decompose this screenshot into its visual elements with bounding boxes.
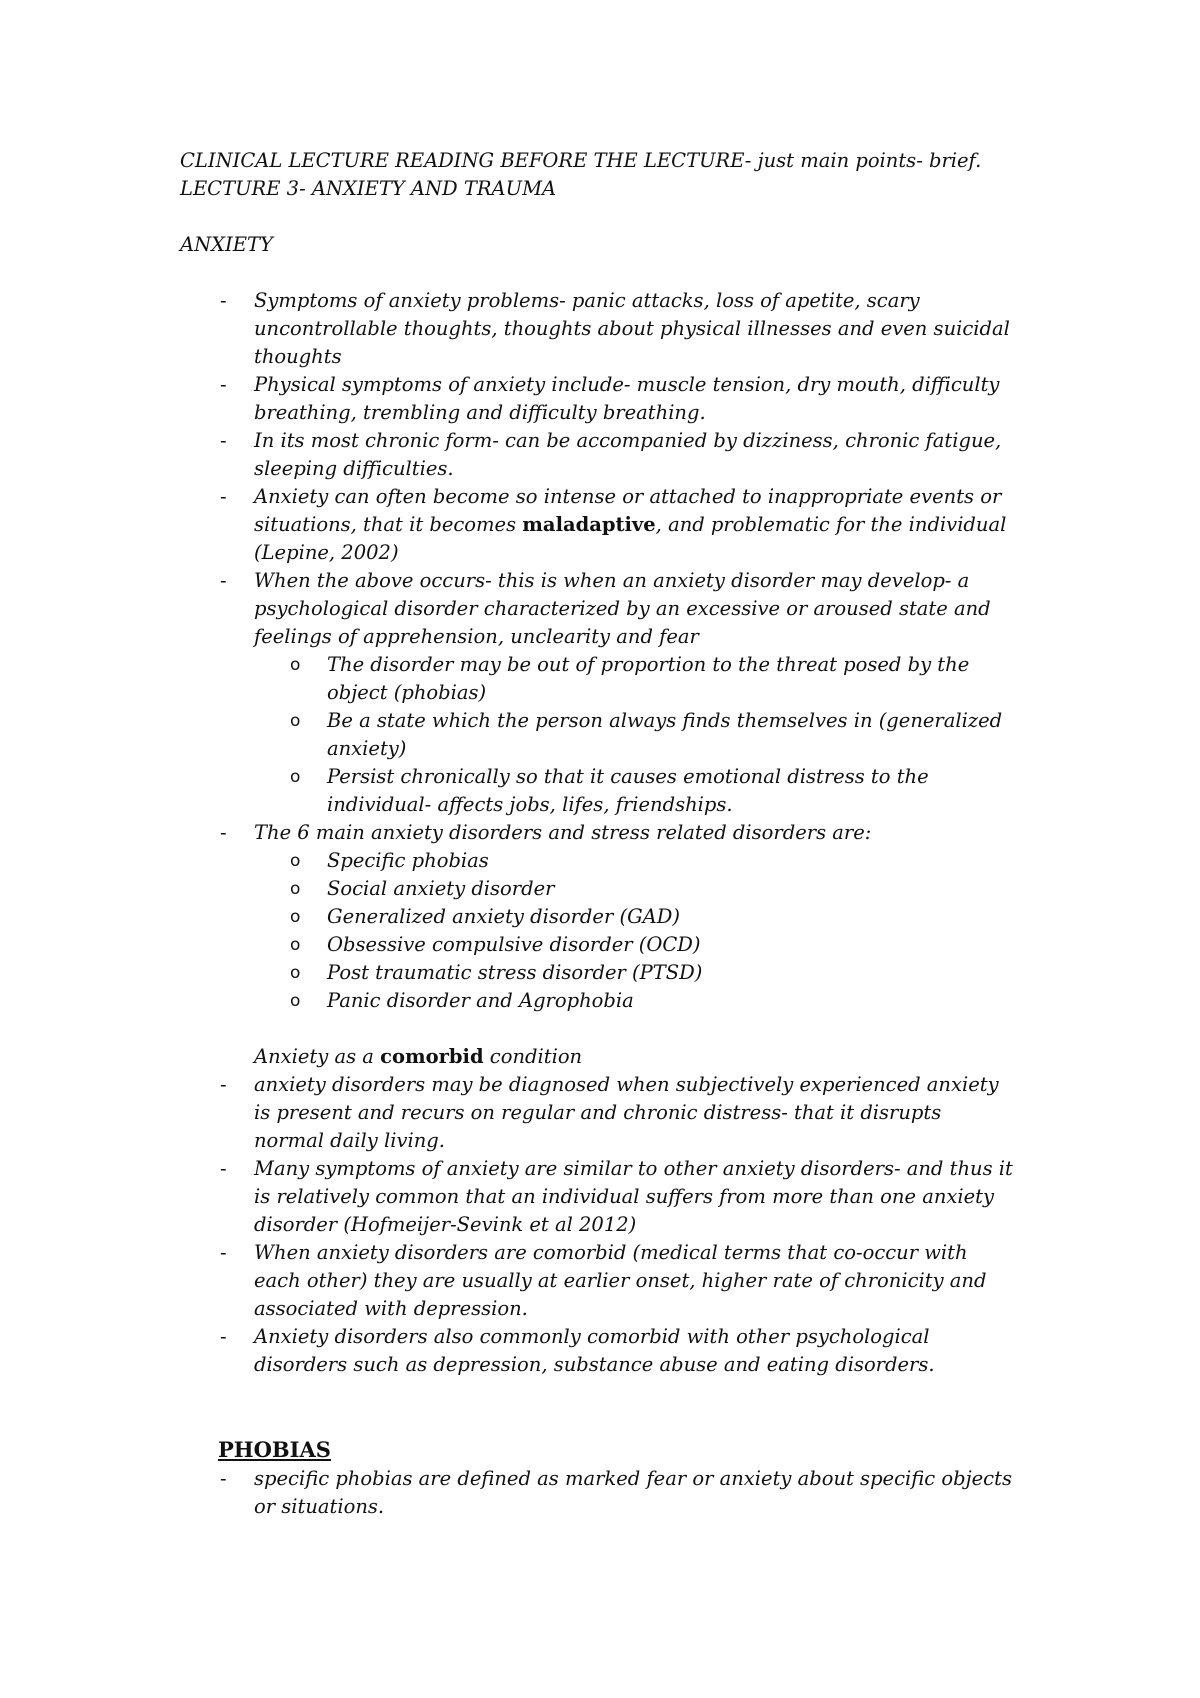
list-item-line: disorder (Hofmeijer-Sevink et al 2012) — [254, 1213, 637, 1236]
sub-list-item — [254, 931, 1050, 959]
text-run: , and problematic for the individual — [655, 513, 1007, 536]
dash-marker: - — [220, 1325, 227, 1348]
sub-list-item — [254, 875, 1050, 903]
list-item-line: normal daily living. — [254, 1129, 445, 1152]
list-item-line: When anxiety disorders are comorbid (medical terms that co-occur with — [254, 1241, 968, 1264]
list-item-line: The disorder may be out of proportion to the threat posed by the — [327, 653, 970, 676]
sub-list-item — [254, 763, 1050, 819]
list-item — [180, 371, 1050, 427]
list-item-line: or situations. — [254, 1495, 385, 1518]
circle-marker: o — [290, 963, 301, 983]
list-item — [180, 819, 1050, 1015]
list-item-line: feelings of apprehension, unclearity and fear — [254, 625, 699, 648]
header-line-2: LECTURE 3- ANXIETY AND TRAUMA — [180, 177, 557, 200]
circle-marker: o — [290, 767, 301, 787]
phobias-section-title: PHOBIAS — [218, 1437, 331, 1462]
list-item-line: is relatively common that an individual suffers from more than one anxiety — [254, 1185, 995, 1208]
list-item — [180, 427, 1050, 483]
list-item-line — [254, 511, 1050, 539]
bold-term-maladaptive: maladaptive — [522, 513, 656, 536]
dash-marker: - — [220, 1157, 227, 1180]
circle-marker: o — [290, 935, 301, 955]
comorbid-heading — [180, 1043, 1050, 1071]
comorbid-bullet-list — [180, 1071, 1050, 1379]
list-item-line: sleeping difficulties. — [254, 457, 454, 480]
list-item-line: each other) they are usually at earlier onset, higher rate of chronicity and — [254, 1269, 987, 1292]
sub-list-item — [254, 987, 1050, 1015]
list-item-line: object (phobias) — [327, 681, 487, 704]
sub-bullet-list — [254, 847, 1050, 1015]
sub-bullet-list — [254, 651, 1050, 819]
dash-marker: - — [220, 1241, 227, 1264]
circle-marker: o — [290, 711, 301, 731]
list-item-line: The 6 main anxiety disorders and stress related disorders are: — [254, 821, 872, 844]
bold-term-comorbid: comorbid — [380, 1045, 484, 1068]
text-run: Anxiety as a — [254, 1045, 381, 1068]
circle-marker: o — [290, 655, 301, 675]
list-item-line: (Lepine, 2002) — [254, 541, 399, 564]
list-item — [180, 1071, 1050, 1155]
list-item-line: When the above occurs- this is when an anxiety disorder may develop- a — [254, 569, 970, 592]
dash-marker: - — [220, 1073, 227, 1096]
text-run: condition — [483, 1045, 583, 1068]
list-item-line: Obsessive compulsive disorder (OCD) — [327, 933, 701, 956]
anxiety-section-title: ANXIETY — [180, 233, 273, 256]
list-item — [180, 287, 1050, 371]
circle-marker: o — [290, 879, 301, 899]
list-item — [180, 567, 1050, 819]
list-item-line: Social anxiety disorder — [327, 877, 555, 900]
circle-marker: o — [290, 851, 301, 871]
dash-marker: - — [220, 289, 227, 312]
list-item-line: individual- affects jobs, lifes, friendships. — [327, 793, 733, 816]
list-item-line: Physical symptoms of anxiety include- muscle tension, dry mouth, difficulty — [254, 373, 1000, 396]
anxiety-bullet-list — [180, 287, 1050, 1015]
list-item-line: In its most chronic form- can be accompanied by dizziness, chronic fatigue, — [254, 429, 1002, 452]
sub-list-item — [254, 959, 1050, 987]
list-item-line: psychological disorder characterized by an excessive or aroused state and — [254, 597, 991, 620]
dash-marker: - — [220, 1467, 227, 1490]
list-item-line: disorders such as depression, substance abuse and eating disorders. — [254, 1353, 935, 1376]
list-item-line: associated with depression. — [254, 1297, 528, 1320]
list-item — [180, 1155, 1050, 1239]
list-item — [180, 1323, 1050, 1379]
list-item-line: breathing, trembling and difficulty breathing. — [254, 401, 706, 424]
list-item-line: anxiety) — [327, 737, 407, 760]
dash-marker: - — [220, 485, 227, 508]
text-run: situations, that it becomes — [254, 513, 523, 536]
sub-list-item — [254, 903, 1050, 931]
list-item-line: anxiety disorders may be diagnosed when subjectively experienced anxiety — [254, 1073, 999, 1096]
list-item — [180, 1465, 1050, 1521]
list-item-line: uncontrollable thoughts, thoughts about physical illnesses and even suicidal — [254, 317, 1010, 340]
circle-marker: o — [290, 907, 301, 927]
list-item-line: Symptoms of anxiety problems- panic attacks, loss of apetite, scary — [254, 289, 920, 312]
dash-marker: - — [220, 373, 227, 396]
circle-marker: o — [290, 991, 301, 1011]
document-header — [180, 147, 1050, 203]
list-item-line: Be a state which the person always finds themselves in (generalized — [327, 709, 1003, 732]
list-item-line: Anxiety disorders also commonly comorbid with other psychological — [254, 1325, 930, 1348]
header-line-1: CLINICAL LECTURE READING BEFORE THE LECTURE- just main points- brief. — [180, 149, 982, 172]
list-item-line: Anxiety can often become so intense or attached to inappropriate events or — [254, 485, 1002, 508]
list-item-line: Persist chronically so that it causes emotional distress to the — [327, 765, 929, 788]
dash-marker: - — [220, 821, 227, 844]
list-item-line: Many symptoms of anxiety are similar to other anxiety disorders- and thus it — [254, 1157, 1013, 1180]
list-item-line: is present and recurs on regular and chronic distress- that it disrupts — [254, 1101, 942, 1124]
list-item-line: Generalized anxiety disorder (GAD) — [327, 905, 680, 928]
dash-marker: - — [220, 569, 227, 592]
list-item-line: Post traumatic stress disorder (PTSD) — [327, 961, 703, 984]
sub-list-item — [254, 707, 1050, 763]
phobias-bullet-list — [180, 1465, 1050, 1521]
sub-list-item — [254, 847, 1050, 875]
dash-marker: - — [220, 429, 227, 452]
list-item-line: specific phobias are defined as marked fear or anxiety about specific objects — [254, 1467, 1012, 1490]
list-item-line: Panic disorder and Agrophobia — [327, 989, 634, 1012]
list-item — [180, 1239, 1050, 1323]
list-item-line: thoughts — [254, 345, 342, 368]
sub-list-item — [254, 651, 1050, 707]
list-item — [180, 483, 1050, 567]
list-item-line: Specific phobias — [327, 849, 489, 872]
